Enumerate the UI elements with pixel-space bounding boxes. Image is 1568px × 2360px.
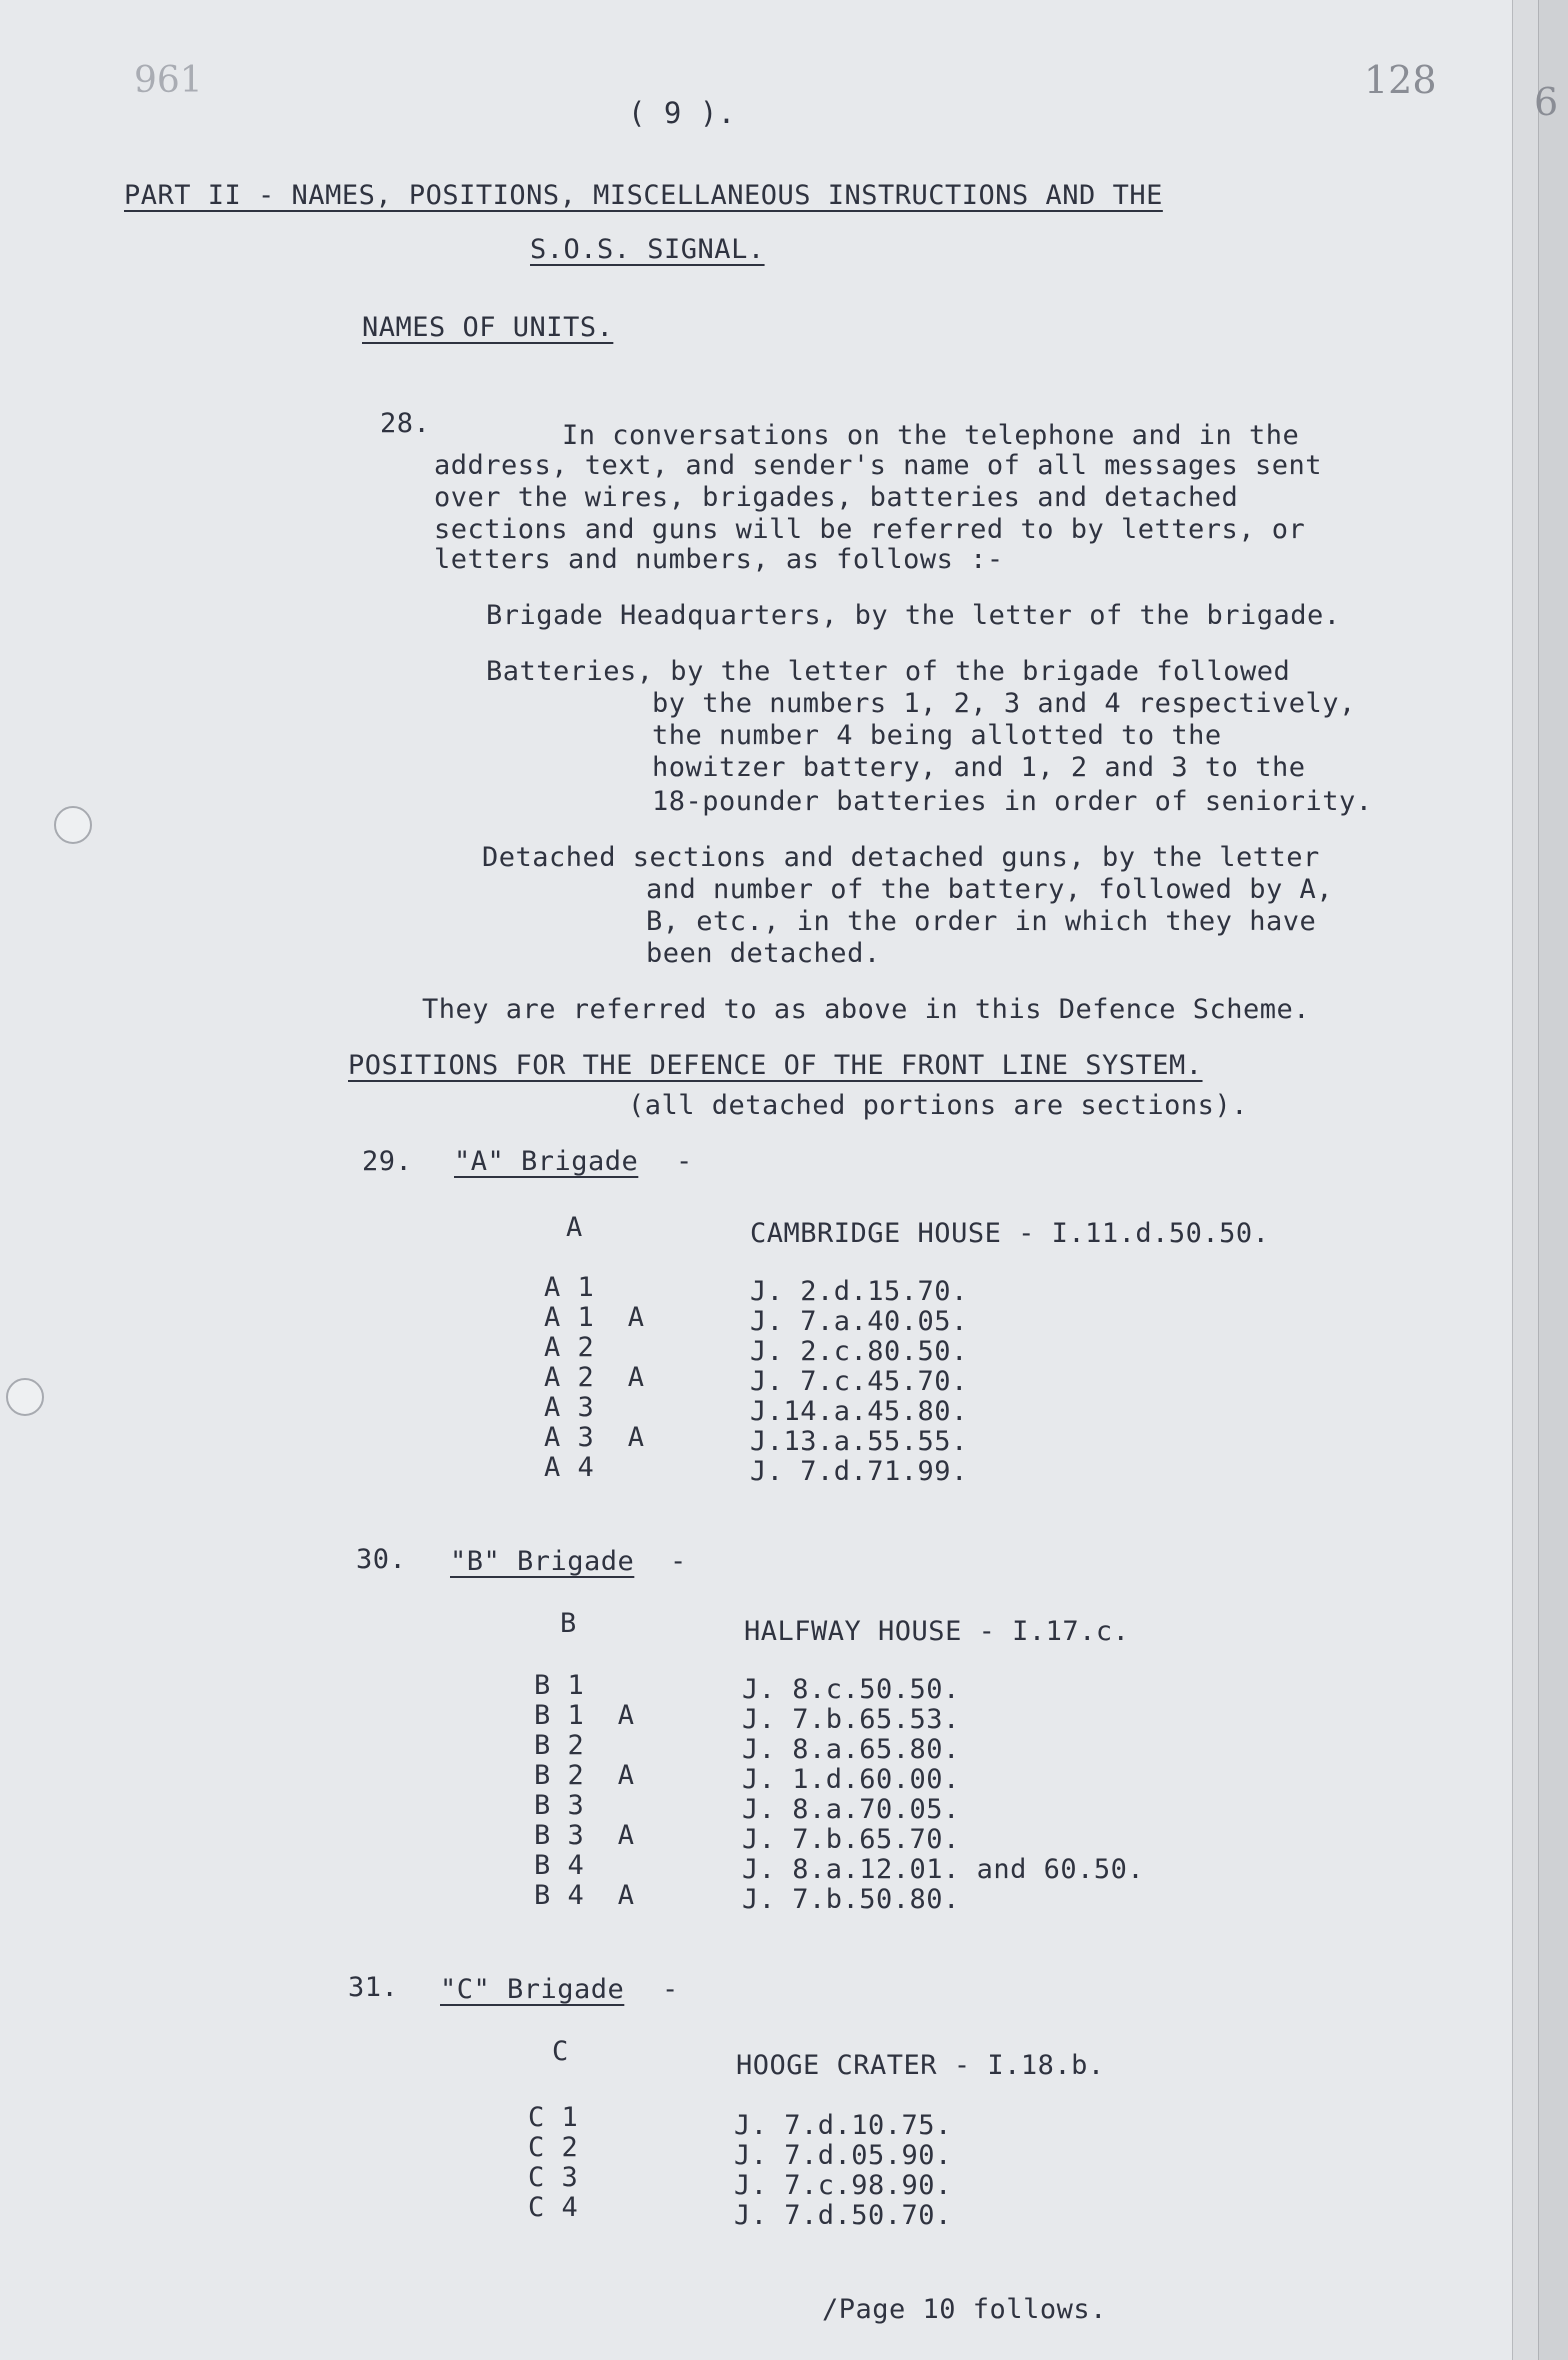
batteries-rule-line: by the numbers 1, 2, 3 and 4 respectively, bbox=[652, 688, 1356, 719]
unit-code: A 2 bbox=[544, 1332, 595, 1363]
unit-code: A 3 bbox=[544, 1392, 595, 1423]
edge-archive-number: 6 bbox=[1534, 80, 1559, 124]
page-edge-back bbox=[1538, 0, 1568, 2360]
unit-map-reference: J. 7.a.40.05. bbox=[750, 1306, 968, 1337]
paragraph-line: In conversations on the telephone and in the bbox=[562, 420, 1300, 451]
unit-map-reference: J. 7.b.65.53. bbox=[742, 1704, 960, 1735]
unit-code: B 1 bbox=[534, 1670, 585, 1701]
unit-code: B 3 bbox=[534, 1790, 585, 1821]
unit-code: A 3 A bbox=[544, 1422, 645, 1453]
unit-code: B 1 A bbox=[534, 1700, 635, 1731]
unit-code: A 1 bbox=[544, 1272, 595, 1303]
unit-map-reference: J. 8.a.70.05. bbox=[742, 1794, 960, 1825]
unit-map-reference: J. 1.d.60.00. bbox=[742, 1764, 960, 1795]
detached-rule-line: been detached. bbox=[646, 938, 881, 969]
brigade-hq-code: C bbox=[552, 2036, 569, 2067]
unit-map-reference: J. 8.c.50.50. bbox=[742, 1674, 960, 1705]
batteries-rule-line: the number 4 being allotted to the bbox=[652, 720, 1222, 751]
brigade-name: "B" Brigade bbox=[450, 1546, 635, 1577]
detached-rule-line: B, etc., in the order in which they have bbox=[646, 906, 1317, 937]
unit-code: C 1 bbox=[528, 2102, 579, 2133]
unit-map-reference: J. 2.d.15.70. bbox=[750, 1276, 968, 1307]
paragraph-line: address, text, and sender's name of all messages sent bbox=[434, 450, 1323, 481]
paragraph-number: 28. bbox=[380, 408, 431, 439]
brigade-hq-location: HOOGE CRATER - I.18.b. bbox=[736, 2050, 1105, 2081]
unit-map-reference: J. 7.d.05.90. bbox=[734, 2140, 952, 2171]
brigade-number: 31. bbox=[348, 1972, 399, 2003]
unit-map-reference: J. 7.b.65.70. bbox=[742, 1824, 960, 1855]
unit-map-reference: J. 7.b.50.80. bbox=[742, 1884, 960, 1915]
paragraph-line: sections and guns will be referred to by letters, or bbox=[434, 514, 1306, 545]
brigade-dash: - bbox=[670, 1546, 687, 1577]
page-number: ( 9 ). bbox=[628, 96, 736, 130]
detached-rule-line: and number of the battery, followed by A, bbox=[646, 874, 1333, 905]
detached-rule-line: Detached sections and detached guns, by the letter bbox=[482, 842, 1320, 873]
punch-hole bbox=[6, 1378, 44, 1416]
batteries-rule-line: 18-pounder batteries in order of seniority. bbox=[652, 786, 1373, 817]
batteries-rule-line: Batteries, by the letter of the brigade followed bbox=[486, 656, 1291, 687]
paragraph-line: letters and numbers, as follows :- bbox=[434, 544, 1004, 575]
unit-code: A 2 A bbox=[544, 1362, 645, 1393]
punch-hole bbox=[54, 806, 92, 844]
unit-map-reference: J. 7.d.10.75. bbox=[734, 2110, 952, 2141]
brigade-hq-location: CAMBRIDGE HOUSE - I.11.d.50.50. bbox=[750, 1218, 1270, 1249]
brigade-hq-code: A bbox=[566, 1212, 583, 1243]
brigade-hq-code: B bbox=[560, 1608, 577, 1639]
brigade-name: "C" Brigade bbox=[440, 1974, 625, 2005]
brigade-name: "A" Brigade bbox=[454, 1146, 639, 1177]
unit-map-reference: J. 7.d.50.70. bbox=[734, 2200, 952, 2231]
brigade-number: 30. bbox=[356, 1544, 407, 1575]
brigade-number: 29. bbox=[362, 1146, 413, 1177]
unit-map-reference: J. 2.c.80.50. bbox=[750, 1336, 968, 1367]
unit-map-reference: J. 7.c.98.90. bbox=[734, 2170, 952, 2201]
paragraph-line: over the wires, brigades, batteries and detached bbox=[434, 482, 1239, 513]
unit-code: B 2 bbox=[534, 1730, 585, 1761]
unit-map-reference: J. 8.a.65.80. bbox=[742, 1734, 960, 1765]
unit-code: B 4 bbox=[534, 1850, 585, 1881]
unit-code: C 4 bbox=[528, 2192, 579, 2223]
brigade-hq-location: HALFWAY HOUSE - I.17.c. bbox=[744, 1616, 1130, 1647]
brigade-dash: - bbox=[676, 1146, 693, 1177]
unit-code: A 1 A bbox=[544, 1302, 645, 1333]
archive-number-right: 128 bbox=[1364, 58, 1437, 102]
part-heading-line1: PART II - NAMES, POSITIONS, MISCELLANEOUS INSTRUCTIONS AND THE bbox=[124, 180, 1163, 211]
brigade-dash: - bbox=[662, 1974, 679, 2005]
unit-code: B 4 A bbox=[534, 1880, 635, 1911]
positions-section-subtitle: (all detached portions are sections). bbox=[628, 1090, 1248, 1121]
closing-sentence: They are referred to as above in this Defence Scheme. bbox=[422, 994, 1311, 1025]
batteries-rule-line: howitzer battery, and 1, 2 and 3 to the bbox=[652, 752, 1306, 783]
positions-section-title: POSITIONS FOR THE DEFENCE OF THE FRONT LINE SYSTEM. bbox=[348, 1050, 1203, 1081]
hq-naming-rule: Brigade Headquarters, by the letter of the brigade. bbox=[486, 600, 1341, 631]
part-heading-line2: S.O.S. SIGNAL. bbox=[530, 234, 765, 265]
page-edge bbox=[1512, 0, 1539, 2360]
unit-code: B 3 A bbox=[534, 1820, 635, 1851]
unit-map-reference: J.13.a.55.55. bbox=[750, 1426, 968, 1457]
unit-code: B 2 A bbox=[534, 1760, 635, 1791]
unit-map-reference: J. 7.c.45.70. bbox=[750, 1366, 968, 1397]
unit-code: C 3 bbox=[528, 2162, 579, 2193]
names-section-title: NAMES OF UNITS. bbox=[362, 312, 614, 343]
unit-code: A 4 bbox=[544, 1452, 595, 1483]
unit-map-reference: J.14.a.45.80. bbox=[750, 1396, 968, 1427]
archive-number-left: 961 bbox=[134, 60, 203, 101]
unit-map-reference: J. 7.d.71.99. bbox=[750, 1456, 968, 1487]
page-continuation-note: /Page 10 follows. bbox=[822, 2294, 1107, 2325]
unit-code: C 2 bbox=[528, 2132, 579, 2163]
unit-map-reference: J. 8.a.12.01. and 60.50. bbox=[742, 1854, 1145, 1885]
